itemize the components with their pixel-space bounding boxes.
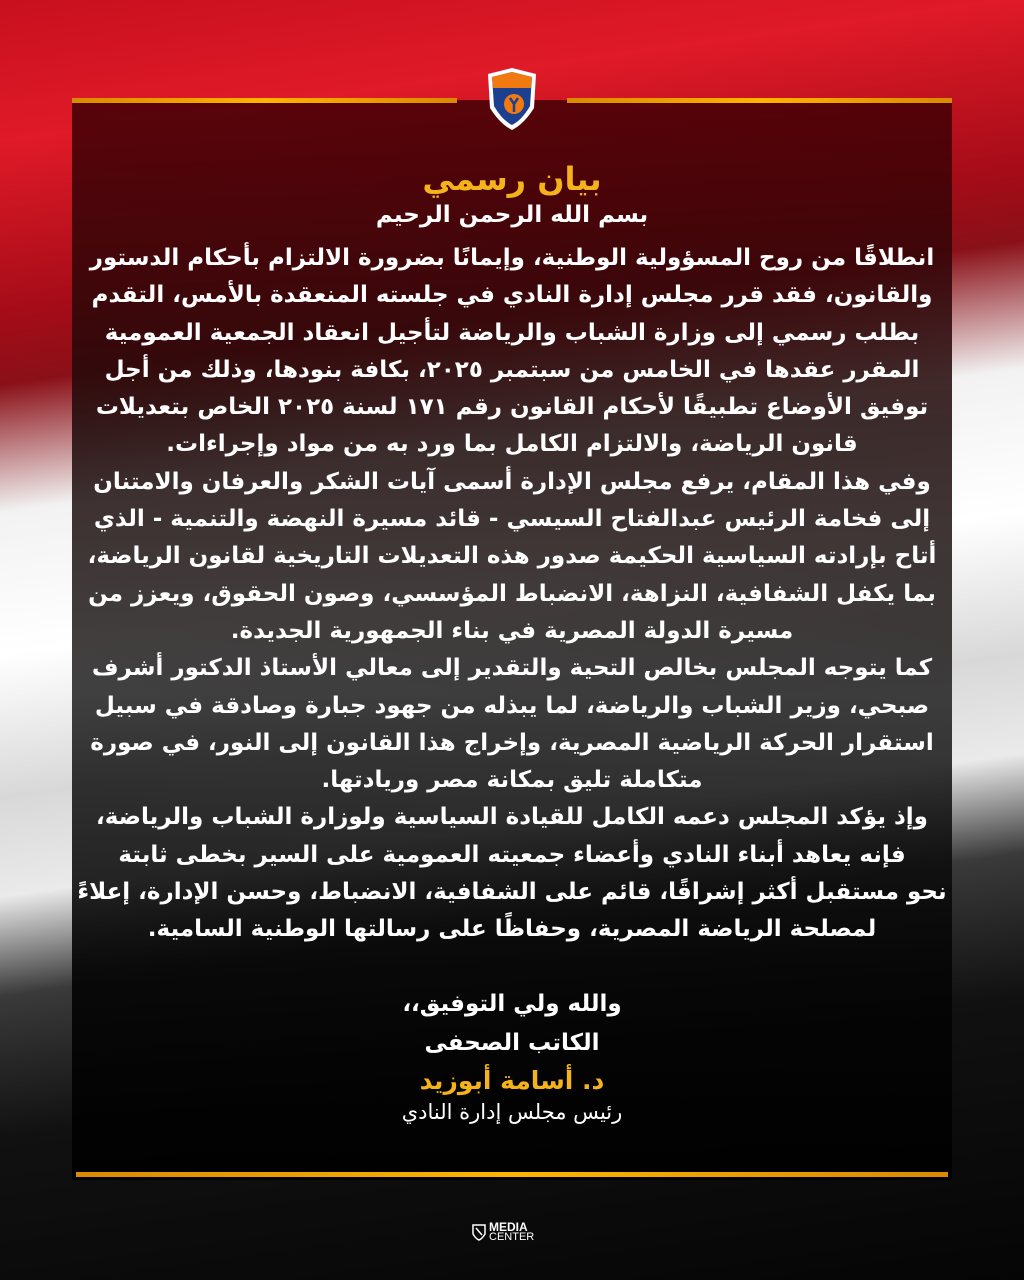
- signer-role: رئيس مجلس إدارة النادي: [401, 1100, 623, 1124]
- body-line: المقرر عقدها في الخامس من سبتمبر ٢٠٢٥، بكافة بنودها، وذلك من أجل: [104, 356, 920, 383]
- bottom-divider: [76, 1172, 948, 1177]
- statement-body: [72, 240, 952, 949]
- top-divider-right: [567, 98, 952, 103]
- body-line: قانون الرياضة، والالتزام الكامل بما ورد به من مواد وإجراءات.: [166, 431, 858, 458]
- body-line: والقانون، فقد قرر مجلس إدارة النادي في جلسته المنعقدة بالأمس، التقدم: [91, 282, 933, 309]
- signer-name: د. أسامة أبوزيد: [419, 1066, 605, 1095]
- top-divider-left: [72, 98, 457, 103]
- body-line: متكاملة تليق بمكانة مصر وريادتها.: [321, 767, 703, 794]
- statement-title: بيان رسمي: [422, 160, 602, 198]
- media-center-emblem-icon: [472, 1223, 486, 1241]
- body-line: فإنه يعاهد أبناء النادي وأعضاء جمعيته العمومية على السير بخطى ثابتة: [118, 841, 906, 868]
- basmala: بسم الله الرحمن الرحيم: [375, 202, 649, 228]
- body-line: كما يتوجه المجلس بخالص التحية والتقدير إلى معالي الأستاذ الدكتور أشرف: [91, 655, 933, 682]
- media-center-logo: [472, 1222, 534, 1242]
- signer-prefix: الكاتب الصحفى: [424, 1030, 600, 1056]
- closing-line: والله ولي التوفيق،،: [402, 991, 622, 1017]
- body-line: انطلاقًا من روح المسؤولية الوطنية، وإيمانًا بضرورة الالتزام بأحكام الدستور: [89, 245, 935, 271]
- body-line: توفيق الأوضاع تطبيقًا لأحكام القانون رقم ١٧١ لسنة ٢٠٢٥ الخاص بتعديلات: [95, 394, 929, 421]
- body-line: لمصلحة الرياضة المصرية، وحفاظًا على رسالتها الوطنية السامية.: [147, 916, 877, 943]
- body-line: مسيرة الدولة المصرية في بناء الجمهورية الجديدة.: [230, 617, 794, 644]
- body-line: استقرار الحركة الرياضية المصرية، وإخراج هذا القانون إلى النور، في صورة: [90, 729, 934, 756]
- body-line: وإذ يؤكد المجلس دعمه الكامل للقيادة السياسية ولوزارة الشباب والرياضة،: [96, 804, 928, 831]
- body-line: نحو مستقبل أكثر إشراقًا، قائم على الشفافية، الانضباط، وحسن الإدارة، إعلاءً: [77, 879, 947, 906]
- body-line: إلى فخامة الرئيس عبدالفتاح السيسي - قائد مسيرة النهضة والتنمية - الذي: [93, 506, 931, 533]
- body-line: بطلب رسمي إلى وزارة الشباب والرياضة لتأجيل انعقاد الجمعية العمومية: [104, 319, 920, 346]
- body-line: بما يكفل الشفافية، النزاهة، الانضباط المؤسسي، وصون الحقوق، ويعزز من: [88, 580, 936, 607]
- club-logo-icon: [484, 66, 540, 132]
- center-label: CENTER: [489, 1231, 535, 1243]
- body-line: وفي هذا المقام، يرفع مجلس الإدارة أسمى آيات الشكر والعرفان والامتنان: [93, 468, 931, 495]
- closing: [72, 985, 952, 1063]
- body-line: أتاح بإرادته السياسية الحكيمة صدور هذه التعديلات التاريخية لقانون الرياضة،: [87, 543, 937, 570]
- body-line: صبحي، وزير الشباب والرياضة، لما يبذله من جهود جبارة وصادقة في سبيل: [94, 692, 930, 719]
- media-label: MEDIA: [489, 1220, 528, 1234]
